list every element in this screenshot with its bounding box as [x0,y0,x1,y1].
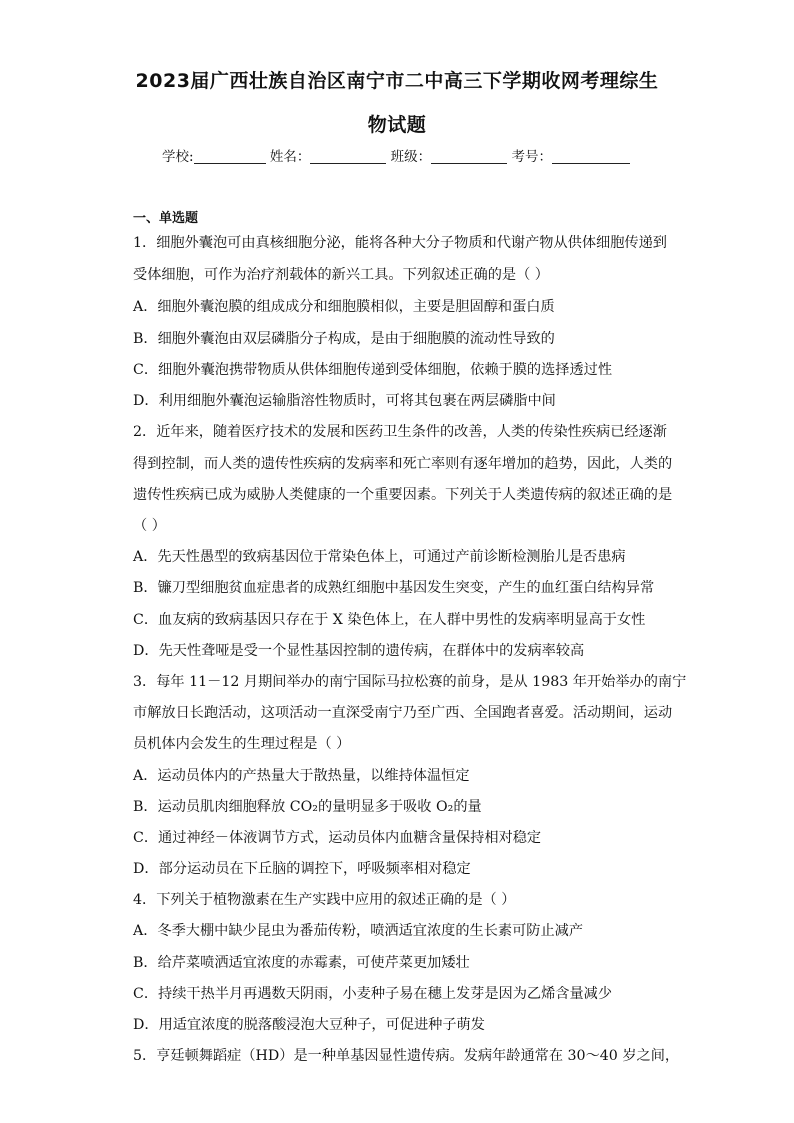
q2-stem-line-4: （ ） [133,518,166,534]
q3-stem-line-2: 市解放日长跑活动，这项活动一直深受南宁乃至广西、全国跑者喜爱。活动期间，运动 [133,705,673,721]
class-blank[interactable] [431,149,507,164]
class-label: 班级： [390,149,432,165]
q1-option-a: A．细胞外囊泡膜的组成成分和细胞膜相似，主要是胆固醇和蛋白质 [133,299,555,315]
name-label: 姓名： [269,149,311,165]
q4-option-c: C．持续干热半月再遇数天阴雨，小麦种子易在穗上发芽是因为乙烯含量减少 [133,986,613,1002]
title-line-2: 物试题 [367,114,427,136]
q2-stem-line-3: 遗传性疾病已成为威胁人类健康的一个重要因素。下列关于人类遗传病的叙述正确的是 [133,487,673,503]
q1-option-d: D．利用细胞外囊泡运输脂溶性物质时，可将其包裹在两层磷脂中间 [133,393,556,409]
title-line-1: 2023届广西壮族自治区南宁市二中高三下学期收网考理综生 [135,70,659,92]
q2-option-c: C．血友病的致病基因只存在于 X 染色体上，在人群中男性的发病率明显高于女性 [133,612,646,628]
q2-option-d: D．先天性聋哑是受一个显性基因控制的遗传病，在群体中的发病率较高 [133,643,585,659]
student-info-row [162,145,630,165]
name-blank[interactable] [310,149,386,164]
q1-stem-line-2: 受体细胞，可作为治疗剂载体的新兴工具。下列叙述正确的是（ ） [133,267,549,283]
q2-option-b: B．镰刀型细胞贫血症患者的成熟红细胞中基因发生突变，产生的血红蛋白结构异常 [133,580,655,596]
q4-stem-line-1: 4．下列关于植物激素在生产实践中应用的叙述正确的是（ ） [133,892,516,908]
q1-option-c: C．细胞外囊泡携带物质从供体细胞传递到受体细胞，依赖于膜的选择透过性 [133,362,613,378]
q3-option-a: A．运动员体内的产热量大于散热量，以维持体温恒定 [133,768,470,784]
q2-stem-line-2: 得到控制，而人类的遗传性疾病的发病率和死亡率则有逐年增加的趋势，因此，人类的 [133,456,673,472]
q2-stem-line-1: 2．近年来，随着医疗技术的发展和医药卫生条件的改善，人类的传染性疾病已经逐渐 [133,424,667,440]
number-blank[interactable] [552,149,630,164]
number-label: 考号： [511,149,552,165]
school-blank[interactable] [194,149,266,164]
q3-stem-line-1: 3．每年 11－12 月期间举办的南宁国际马拉松赛的前身，是从 1983 年开始举办的南宁 [133,674,687,690]
q3-option-c: C．通过神经－体液调节方式，运动员体内血糖含量保持相对稳定 [133,830,542,846]
q4-option-a: A．冬季大棚中缺少昆虫为番茄传粉，喷洒适宜浓度的生长素可防止减产 [133,923,584,939]
q5-stem-line-1: 5．亨廷顿舞蹈症（HD）是一种单基因显性遗传病。发病年龄通常在 30～40 岁之间， [133,1048,680,1064]
q1-option-b: B．细胞外囊泡由双层磷脂分子构成，是由于细胞膜的流动性导致的 [133,331,555,347]
q3-option-b: B．运动员肌肉细胞释放 CO₂的量明显多于吸收 O₂的量 [133,799,482,815]
q3-stem-line-3: 员机体内会发生的生理过程是（ ） [133,736,351,752]
section-title: 一、单选题 [133,211,199,226]
q4-option-d: D．用适宜浓度的脱落酸浸泡大豆种子，可促进种子萌发 [133,1017,485,1033]
q1-stem-line-1: 1．细胞外囊泡可由真核细胞分泌，能将各种大分子物质和代谢产物从供体细胞传递到 [133,235,667,251]
q3-option-d: D．部分运动员在下丘脑的调控下，呼吸频率相对稳定 [133,861,471,877]
school-label: 学校: [162,149,194,165]
q2-option-a: A．先天性愚型的致病基因位于常染色体上，可通过产前诊断检测胎儿是否患病 [133,549,626,565]
q4-option-b: B．给芹菜喷洒适宜浓度的赤霉素，可使芹菜更加矮壮 [133,955,470,971]
